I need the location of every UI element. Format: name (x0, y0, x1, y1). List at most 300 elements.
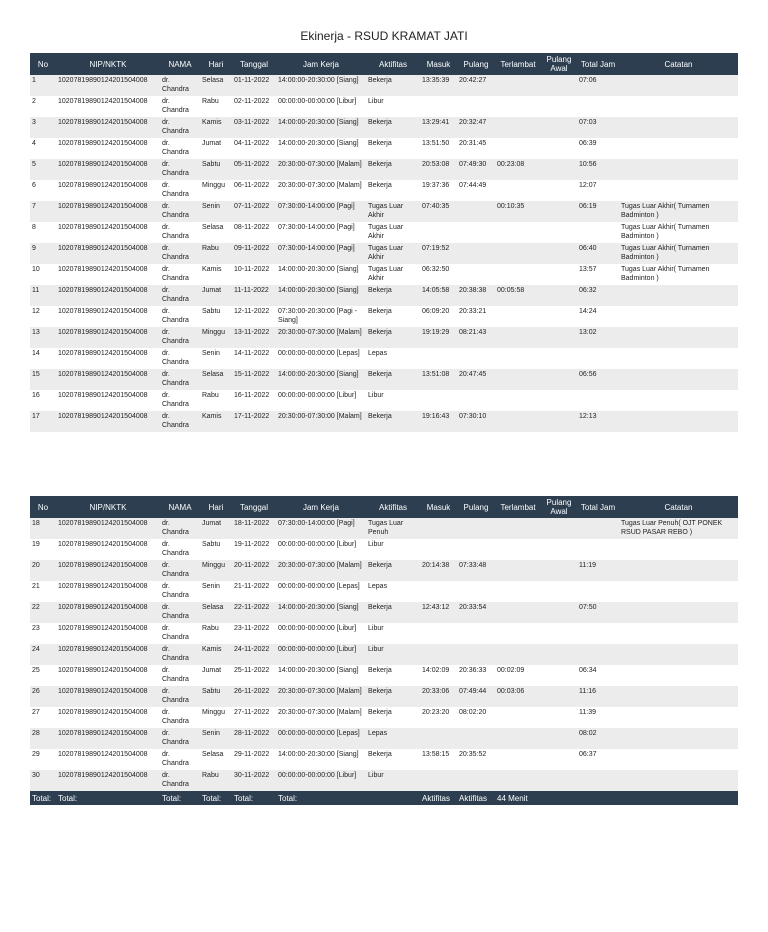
cell-nama: dr. Chandra (160, 770, 200, 791)
cell-no: 30 (30, 770, 56, 791)
cell-terlambat: 00:02:09 (497, 667, 525, 674)
cell-terlambat (495, 138, 541, 159)
cell-terlambat (495, 180, 541, 201)
cell-no: 22 (30, 602, 56, 623)
cell-no: 5 (30, 159, 56, 180)
table-row (30, 602, 738, 623)
cell-jam-kerja: 14:00:00-20:30:00 [Siang] (276, 369, 366, 390)
cell-no: 14 (32, 350, 40, 357)
cell-nama: dr. Chandra (160, 243, 200, 264)
cell-masuk: 19:19:29 (420, 327, 457, 348)
cell-catatan (619, 707, 738, 728)
cell-hari: Selasa (202, 224, 224, 231)
column-header-pulang-awal: Pulang Awal (541, 496, 577, 518)
cell-masuk (420, 539, 457, 560)
cell-terlambat (495, 623, 541, 644)
cell-jam-kerja: 20:30:00-07:30:00 [Malam] (278, 182, 362, 189)
cell-terlambat (495, 602, 541, 623)
cell-jam-kerja: 00:00:00-00:00:00 [Libur] (278, 541, 357, 548)
cell-tanggal: 03-11-2022 (232, 117, 276, 138)
cell-nip: 10207819890124201504008 (58, 308, 148, 315)
cell-masuk (420, 644, 457, 665)
cell-pulang (457, 644, 495, 665)
cell-aktifitas: Bekerja (368, 140, 392, 147)
cell-nama: dr. Chandra (160, 686, 200, 707)
cell-terlambat (495, 243, 541, 264)
cell-hari: Kamis (200, 411, 232, 432)
cell-no: 7 (30, 201, 56, 222)
cell-nama: dr. Chandra (162, 182, 189, 198)
table-row (30, 348, 738, 369)
cell-pulang-awal (541, 348, 577, 369)
cell-hari: Senin (202, 583, 220, 590)
cell-tanggal: 20-11-2022 (232, 560, 276, 581)
cell-pulang: 08:21:43 (457, 327, 495, 348)
cell-jam-kerja: 00:00:00-00:00:00 [Lepas] (276, 728, 366, 749)
cell-nip: 10207819890124201504008 (58, 182, 148, 189)
cell-total-jam (577, 770, 619, 791)
cell-jam-kerja: 14:00:00-20:30:00 [Siang] (278, 667, 359, 674)
cell-nip: 10207819890124201504008 (58, 583, 148, 590)
cell-nip: 102078198901242015040​08 (56, 75, 160, 96)
cell-nip: 10207819890124201504008 (58, 266, 148, 273)
cell-terlambat (495, 327, 541, 348)
cell-pulang-awal (541, 623, 577, 644)
table-footer-row (30, 791, 738, 805)
cell-tanggal: 30-11-2022 (232, 770, 276, 791)
cell-aktifitas: Bekerja (368, 751, 392, 758)
cell-total-jam: 11:16 (577, 686, 619, 707)
cell-terlambat: 00:05:58 (495, 285, 541, 306)
cell-jam-kerja: 20:30:00-07:30:00 [Malam] (276, 560, 366, 581)
cell-pulang (457, 518, 495, 539)
cell-pulang-awal (541, 201, 577, 222)
cell-aktifitas: Tugas Luar Penuh (366, 518, 420, 539)
cell-nama: dr. Chandra (162, 266, 189, 282)
cell-masuk: 06:09:20 (422, 308, 450, 315)
cell-aktifitas: Bekerja (368, 667, 392, 674)
table-row (30, 117, 738, 138)
cell-pulang (457, 623, 495, 644)
cell-pulang-awal (541, 285, 577, 306)
cell-masuk: 19:16:43 (420, 411, 457, 432)
cell-pulang-awal (541, 369, 577, 390)
cell-total-jam: 13:57 (579, 266, 597, 273)
cell-tanggal: 09-11-2022 (232, 243, 276, 264)
cell-aktifitas: Bekerja (366, 327, 420, 348)
cell-hari: Rabu (202, 625, 219, 632)
cell-masuk: 20:23:20 (422, 709, 450, 716)
cell-aktifitas: Bekerja (366, 411, 420, 432)
cell-pulang (457, 264, 495, 285)
cell-pulang (457, 581, 495, 602)
cell-masuk: 12:43:12 (420, 602, 457, 623)
cell-aktifitas: Tugas Luar Akhir (366, 201, 420, 222)
cell-catatan (619, 602, 738, 623)
page-title: Ekinerja - RSUD KRAMAT JATI (300, 29, 468, 43)
cell-pulang: 20:36:33 (459, 667, 487, 674)
cell-aktifitas: Libur (368, 625, 384, 632)
cell-pulang-awal (541, 644, 577, 665)
table-row (30, 749, 738, 770)
cell-tanggal: 14-11-2022 (234, 350, 270, 357)
column-header-jam-kerja: Jam Kerja (276, 496, 366, 518)
cell-aktifitas: Lepas (368, 350, 388, 357)
cell-pulang (457, 770, 495, 791)
cell-catatan (619, 411, 738, 432)
table-header-row (30, 496, 738, 518)
cell-nip: 10207819890124201504008 (56, 602, 160, 623)
cell-masuk (420, 390, 457, 411)
cell-no: 25 (32, 667, 40, 674)
cell-nama: dr. Chandra (160, 369, 200, 390)
cell-no: 3 (30, 117, 56, 138)
cell-hari: Minggu (200, 327, 232, 348)
cell-nip: 10207819890124201504008 (58, 667, 148, 674)
cell-aktifitas: Lepas (366, 728, 420, 749)
cell-pulang: 08:02:20 (459, 709, 487, 716)
cell-masuk: 13:35:39 (420, 75, 457, 96)
cell-tanggal: 07-11-2022 (232, 201, 276, 222)
cell-catatan (619, 180, 738, 201)
cell-tanggal: 06-11-2022 (234, 182, 270, 189)
cell-jam-kerja: 20:30:00-07:30:00 [Malam] (276, 159, 366, 180)
cell-jam-kerja: 00:00:00-00:00:00 [Libur] (276, 770, 366, 791)
cell-aktifitas: Bekerja (368, 182, 392, 189)
cell-jam-kerja: 00:00:00-00:00:00 [Libur] (276, 644, 366, 665)
cell-jam-kerja: 14:00:00-20:30:00 [Siang] (278, 140, 359, 147)
cell-aktifitas: Libur (368, 98, 384, 105)
cell-nip: 10207819890124201504008 (58, 350, 148, 357)
table-row (30, 665, 738, 686)
cell-hari: Rabu (202, 98, 219, 105)
cell-no: 26 (30, 686, 56, 707)
table-row (30, 728, 738, 749)
cell-no: 1 (30, 75, 56, 96)
cell-nama: dr. Chandra (162, 98, 189, 114)
column-header-hari: Hari (200, 496, 232, 518)
cell-total-jam: 06:40 (577, 243, 619, 264)
cell-nip: 10207819890124201504008 (56, 243, 160, 264)
cell-tanggal: 17-11-2022 (232, 411, 276, 432)
cell-pulang-awal (541, 581, 577, 602)
cell-catatan (619, 665, 738, 686)
cell-tanggal: 25-11-2022 (234, 667, 270, 674)
cell-terlambat (495, 707, 541, 728)
cell-aktifitas: Bekerja (366, 560, 420, 581)
cell-terlambat: 00:10:35 (495, 201, 541, 222)
cell-total-jam (577, 348, 619, 369)
cell-nama: dr. Chandra (162, 667, 189, 683)
table-row (30, 623, 738, 644)
cell-catatan: Tugas Luar Akhir( Turnamen Badminton ) (621, 224, 710, 240)
cell-total-jam: 06:32 (577, 285, 619, 306)
column-header-terlambat: Terlambat (495, 53, 541, 75)
table-header-row (30, 53, 738, 75)
footer-cell-pulang: Aktifitas (457, 791, 495, 805)
cell-hari: Rabu (200, 243, 232, 264)
cell-catatan (619, 623, 738, 644)
cell-total-jam: 13:02 (577, 327, 619, 348)
cell-pulang-awal (541, 539, 577, 560)
cell-total-jam: 06:34 (579, 667, 597, 674)
column-header-nama: NAMA (160, 53, 200, 75)
table-row (30, 560, 738, 581)
cell-hari: Jumat (202, 667, 222, 674)
cell-total-jam: 06:56 (577, 369, 619, 390)
cell-masuk (420, 623, 457, 644)
cell-nama: dr. Chandra (162, 392, 189, 408)
cell-total-jam: 08:02 (577, 728, 619, 749)
cell-jam-kerja: 20:30:00-07:30:00 [Malam] (276, 411, 366, 432)
table-body (30, 518, 738, 791)
cell-catatan (619, 348, 738, 369)
attendance-table-2 (30, 496, 738, 805)
cell-nip: 10207819890124201504008 (56, 560, 160, 581)
cell-tanggal: 27-11-2022 (234, 709, 270, 716)
cell-nama: dr. Chandra (162, 140, 189, 156)
cell-total-jam: 11:39 (579, 709, 596, 716)
cell-aktifitas: Libur (368, 392, 384, 399)
footer-cell-no: Total: (30, 791, 56, 805)
cell-aktifitas: Bekerja (366, 117, 420, 138)
cell-terlambat (495, 348, 541, 369)
cell-catatan: Tugas Luar Penuh( OJT PONEK RSUD PASAR REBO ) (619, 518, 738, 539)
cell-catatan: Tugas Luar Akhir( Turnamen Badminton ) (621, 266, 710, 282)
cell-total-jam (577, 222, 619, 243)
cell-no: 9 (30, 243, 56, 264)
cell-tanggal: 02-11-2022 (234, 98, 270, 105)
cell-tanggal: 01-11-2022 (232, 75, 276, 96)
cell-terlambat (495, 390, 541, 411)
cell-no: 21 (32, 583, 40, 590)
cell-jam-kerja: 00:00:00-00:00:00 [Lepas] (278, 350, 360, 357)
table-row (30, 369, 738, 390)
cell-nama: dr. Chandra (160, 560, 200, 581)
cell-total-jam (577, 518, 619, 539)
cell-masuk: 07:40:35 (420, 201, 457, 222)
footer-cell-total-jam (577, 791, 619, 805)
table-row (30, 707, 738, 728)
column-header-total-jam: Total Jam (577, 496, 619, 518)
footer-cell-jam-kerja: Total: (276, 791, 366, 805)
cell-catatan (619, 390, 738, 411)
cell-hari: Minggu (202, 709, 225, 716)
column-header-hari: Hari (200, 53, 232, 75)
cell-nip: 10207819890124201504008 (56, 369, 160, 390)
cell-pulang-awal (541, 560, 577, 581)
cell-nip: 10207819890124201504008 (58, 140, 148, 147)
table-row (30, 285, 738, 306)
cell-nip: 10207819890124201504008 (58, 751, 148, 758)
table-row (30, 686, 738, 707)
cell-catatan (619, 749, 738, 770)
cell-nama: dr. Chandra (160, 327, 200, 348)
cell-masuk: 13:51:50 (422, 140, 450, 147)
cell-no: 8 (32, 224, 36, 231)
table-row (30, 243, 738, 264)
cell-nama: dr. Chandra (160, 728, 200, 749)
table-row (30, 581, 738, 602)
cell-pulang (457, 96, 495, 117)
cell-nama: dr. Chandra (160, 518, 200, 539)
cell-hari: Jumat (202, 140, 222, 147)
cell-terlambat (495, 222, 541, 243)
cell-pulang (457, 348, 495, 369)
cell-catatan (619, 138, 738, 159)
cell-masuk (420, 96, 457, 117)
cell-aktifitas: Bekerja (366, 602, 420, 623)
cell-terlambat (495, 369, 541, 390)
cell-catatan (619, 770, 738, 791)
column-header-aktifitas: Aktifitas (366, 53, 420, 75)
cell-catatan (619, 686, 738, 707)
footer-cell-nama: Total: (160, 791, 200, 805)
table-row (30, 180, 738, 201)
cell-catatan (619, 306, 738, 327)
cell-hari: Sabtu (202, 308, 221, 315)
cell-pulang-awal (541, 96, 577, 117)
cell-pulang: 20:35:52 (459, 751, 487, 758)
table-row (30, 411, 738, 432)
cell-no: 18 (30, 518, 56, 539)
cell-pulang-awal (541, 159, 577, 180)
cell-catatan (619, 75, 738, 96)
cell-hari: Jumat (200, 518, 232, 539)
cell-hari: Senin (202, 350, 220, 357)
cell-pulang-awal (541, 327, 577, 348)
cell-tanggal: 23-11-2022 (234, 625, 270, 632)
cell-masuk (420, 222, 457, 243)
cell-catatan (619, 96, 738, 117)
cell-pulang: 20:32:47 (457, 117, 495, 138)
cell-terlambat (495, 581, 541, 602)
cell-hari: Sabtu (200, 686, 232, 707)
cell-terlambat (495, 644, 541, 665)
cell-terlambat (495, 770, 541, 791)
cell-no: 20 (30, 560, 56, 581)
cell-no: 4 (32, 140, 36, 147)
cell-aktifitas: Libur (366, 644, 420, 665)
cell-tanggal: 19-11-2022 (234, 541, 270, 548)
footer-cell-catatan (619, 791, 738, 805)
cell-jam-kerja: 14:00:00-20:30:00 [Siang] (276, 75, 366, 96)
cell-pulang-awal (541, 518, 577, 539)
cell-total-jam (577, 623, 619, 644)
cell-hari: Sabtu (200, 159, 232, 180)
column-header-catatan: Catatan (619, 53, 738, 75)
cell-nip: 10207819890124201504008 (56, 518, 160, 539)
cell-pulang-awal (541, 138, 577, 159)
footer-cell-terlambat: 44 Menit (495, 791, 541, 805)
cell-nip: 10207819890124201504008 (56, 770, 160, 791)
cell-aktifitas: Bekerja (368, 709, 392, 716)
cell-hari: Kamis (200, 117, 232, 138)
cell-jam-kerja: 00:00:00-00:00:00 [Libur] (278, 98, 357, 105)
cell-pulang-awal (541, 222, 577, 243)
cell-pulang: 20:31:45 (459, 140, 487, 147)
cell-nama: dr. Chandra (160, 602, 200, 623)
cell-aktifitas: Lepas (368, 583, 388, 590)
cell-jam-kerja: 20:30:00-07:30:00 [Malam] (278, 709, 362, 716)
cell-nip: 10207819890124201504008 (58, 541, 148, 548)
cell-tanggal: 11-11-2022 (232, 285, 276, 306)
cell-no: 23 (32, 625, 40, 632)
table-row (30, 644, 738, 665)
cell-nip: 10207819890124201504008 (58, 224, 148, 231)
cell-no: 10 (32, 266, 40, 273)
cell-no: 2 (32, 98, 36, 105)
cell-masuk (420, 581, 457, 602)
cell-total-jam: 07:50 (577, 602, 619, 623)
cell-nip: 10207819890124201504008 (56, 117, 160, 138)
table-row (30, 306, 738, 327)
cell-total-jam (577, 644, 619, 665)
cell-jam-kerja: 07:30:00-14:00:00 [Pagi] (276, 201, 366, 222)
cell-hari: Selasa (200, 75, 232, 96)
cell-tanggal: 08-11-2022 (234, 224, 270, 231)
cell-hari: Selasa (200, 369, 232, 390)
cell-pulang (457, 222, 495, 243)
cell-pulang-awal (541, 602, 577, 623)
cell-jam-kerja: 14:00:00-20:30:00 [Siang] (276, 285, 366, 306)
cell-pulang-awal (541, 306, 577, 327)
cell-masuk: 20:14:38 (420, 560, 457, 581)
column-header-tanggal: Tanggal (232, 53, 276, 75)
cell-catatan (619, 539, 738, 560)
column-header-catatan: Catatan (619, 496, 738, 518)
cell-jam-kerja: 00:00:00-00:00:00 [Libur] (278, 625, 357, 632)
cell-tanggal: 10-11-2022 (234, 266, 270, 273)
cell-jam-kerja: 07:30:00-14:00:00 [Pagi] (276, 518, 366, 539)
table-row (30, 222, 738, 243)
cell-aktifitas: Tugas Luar Akhir (366, 243, 420, 264)
cell-total-jam: 12:07 (579, 182, 597, 189)
column-header-pulang: Pulang (457, 53, 495, 75)
column-header-pulang-awal: Pulang Awal (541, 53, 577, 75)
column-header-aktifitas: Aktifitas (366, 496, 420, 518)
cell-pulang-awal (541, 243, 577, 264)
cell-pulang-awal (541, 665, 577, 686)
cell-terlambat (495, 96, 541, 117)
cell-aktifitas: Bekerja (366, 285, 420, 306)
cell-pulang-awal (541, 749, 577, 770)
cell-pulang: 07:30:10 (457, 411, 495, 432)
table-row (30, 327, 738, 348)
cell-catatan: Tugas Luar Akhir( Turnamen Badminton ) (619, 243, 738, 264)
cell-nama: dr. Chandra (162, 751, 189, 767)
cell-jam-kerja: 20:30:00-07:30:00 [Malam] (276, 686, 366, 707)
table-row (30, 390, 738, 411)
cell-total-jam (577, 539, 619, 560)
cell-nip: 10207819890124201504008 (56, 327, 160, 348)
cell-pulang: 07:49:44 (457, 686, 495, 707)
table-body (30, 75, 738, 432)
cell-no: 27 (32, 709, 40, 716)
cell-terlambat (495, 518, 541, 539)
cell-masuk: 13:51:08 (420, 369, 457, 390)
cell-hari: Senin (200, 728, 232, 749)
cell-tanggal: 21-11-2022 (234, 583, 270, 590)
cell-hari: Rabu (200, 770, 232, 791)
cell-terlambat (495, 117, 541, 138)
cell-terlambat (495, 306, 541, 327)
cell-pulang: 20:33:54 (457, 602, 495, 623)
column-header-nip: NIP/NKTK (56, 53, 160, 75)
cell-nama: dr. Chandra (160, 644, 200, 665)
cell-total-jam (577, 390, 619, 411)
cell-catatan (619, 117, 738, 138)
